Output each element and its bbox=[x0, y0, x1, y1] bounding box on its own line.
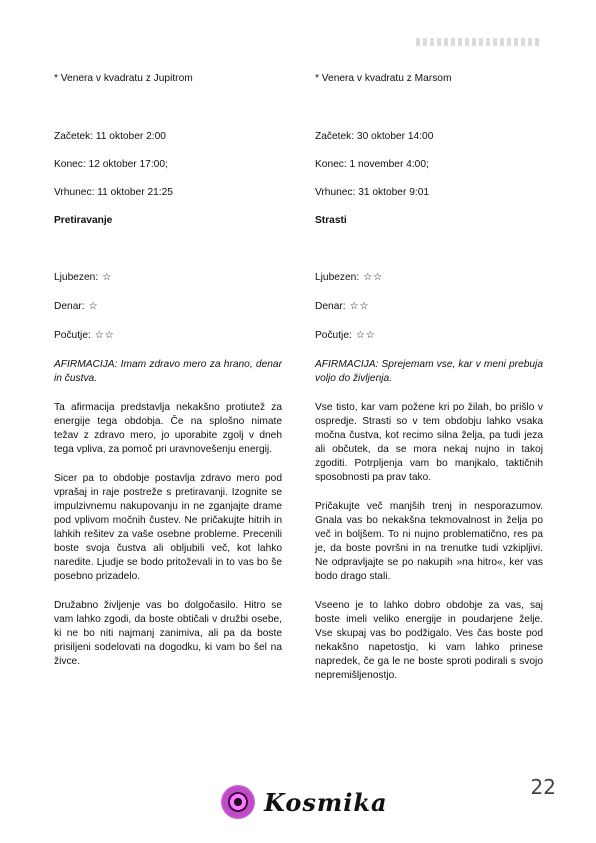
paragraph: Sicer pa to obdobje postavlja zdravo mero pod vprašaj in raje postreže s pretiravanji. Izognite se impulzivnemu nakupovanju in ne zganjajte drame pod vplivom močnih čustev. Ne pričakujte hitrih in lahkih rešitev za vaše osebne probleme. Precenili boste svoja čustva ali obljubili več, kot lahko naredite. Ljudje se bodo pritoževali in to vas bo še posebno prizadelo. bbox=[54, 473, 282, 582]
love-rating bbox=[54, 271, 282, 285]
star-icon: ☆ bbox=[88, 301, 99, 312]
peak-time: Vrhunec: 11 oktober 21:25 bbox=[54, 187, 173, 198]
peak-time: Vrhunec: 31 oktober 9:01 bbox=[315, 187, 430, 198]
feeling-label: Počutje: bbox=[315, 330, 352, 341]
paragraph: Družabno življenje vas bo dolgočasilo. Hitro se vam lahko zgodi, da boste obtičali v družbi osebe, ki ne bo niti najmanj zanimiva, ali pa da boste prisiljeni sodelovati na dogodku, ki vam bo šel na živce. bbox=[54, 600, 282, 667]
header-decoration bbox=[416, 38, 542, 46]
end-time: Konec: 12 oktober 17:00; bbox=[54, 159, 168, 170]
theme-heading: Pretiravanje bbox=[54, 215, 113, 226]
affirmation: AFIRMACIJA: Imam zdravo mero za hrano, denar in čustva. bbox=[54, 359, 282, 384]
affirmation: AFIRMACIJA: Sprejemam vse, kar v meni prebuja voljo do življenja. bbox=[315, 359, 543, 384]
money-rating bbox=[315, 300, 543, 314]
money-rating bbox=[54, 300, 282, 314]
love-rating bbox=[315, 271, 543, 285]
love-label: Ljubezen: bbox=[315, 272, 360, 283]
brand-footer bbox=[222, 786, 388, 818]
feeling-rating bbox=[54, 329, 282, 343]
feeling-rating bbox=[315, 329, 543, 343]
paragraph: Pričakujte več manjših trenj in nesporazumov. Gnala vas bo nekakšna tekmovalnost in želja po več in boljšem. To ni nujno problematično, res pa je, da boste površni in na trenutke tudi vzkipljivi. Ne odpravljajte se po nakupih »na hitro«, ker vas bodo drago stali. bbox=[315, 501, 543, 582]
money-label: Denar: bbox=[54, 301, 85, 312]
paragraph: Ta afirmacija predstavlja nekakšno protiutež za energije tega obdobja. Če na splošno nimate težav z zdravo mero, jo uporabite zgolj v dneh tega vpliva, za pomoč pri uravnovešenju energij. bbox=[54, 402, 282, 455]
right-column bbox=[315, 72, 543, 698]
theme-heading: Strasti bbox=[315, 215, 347, 226]
left-column bbox=[54, 72, 282, 684]
logo-icon bbox=[222, 786, 254, 818]
star-icon: ☆ bbox=[102, 272, 113, 283]
start-time: Začetek: 11 oktober 2:00 bbox=[54, 131, 166, 142]
transit-title: * Venera v kvadratu z Jupitrom bbox=[54, 73, 193, 84]
star-icon: ☆☆ bbox=[363, 272, 384, 283]
star-icon: ☆☆ bbox=[355, 330, 376, 341]
feeling-label: Počutje: bbox=[54, 330, 91, 341]
start-time: Začetek: 30 oktober 14:00 bbox=[315, 131, 434, 142]
brand-name: Kosmika bbox=[264, 787, 388, 817]
page-number: 22 bbox=[530, 775, 556, 799]
money-label: Denar: bbox=[315, 301, 346, 312]
paragraph: Vseeno je to lahko dobro obdobje za vas, saj boste imeli veliko energije in poudarjene želje. Vse skupaj vas bo podžigalo. Ves čas boste pod nekakšno napetostjo, ki vam lahko prinese napredek, če ga le ne boste sproti podirali s svojo nepremišljenostjo. bbox=[315, 600, 543, 681]
love-label: Ljubezen: bbox=[54, 272, 99, 283]
end-time: Konec: 1 november 4:00; bbox=[315, 159, 429, 170]
transit-title: * Venera v kvadratu z Marsom bbox=[315, 73, 452, 84]
star-icon: ☆☆ bbox=[94, 330, 115, 341]
star-icon: ☆☆ bbox=[349, 301, 370, 312]
paragraph: Vse tisto, kar vam požene kri po žilah, bo prišlo v ospredje. Strasti so v tem obdobju lahko vsaka močna čustva, kot recimo silna želja, pa tudi jeza ali občutek, da se mora nekaj nujno in takoj zgoditi. Potrpljenja vam bo manjkalo, taktičnih sposobnosti pa prav tako. bbox=[315, 402, 543, 483]
